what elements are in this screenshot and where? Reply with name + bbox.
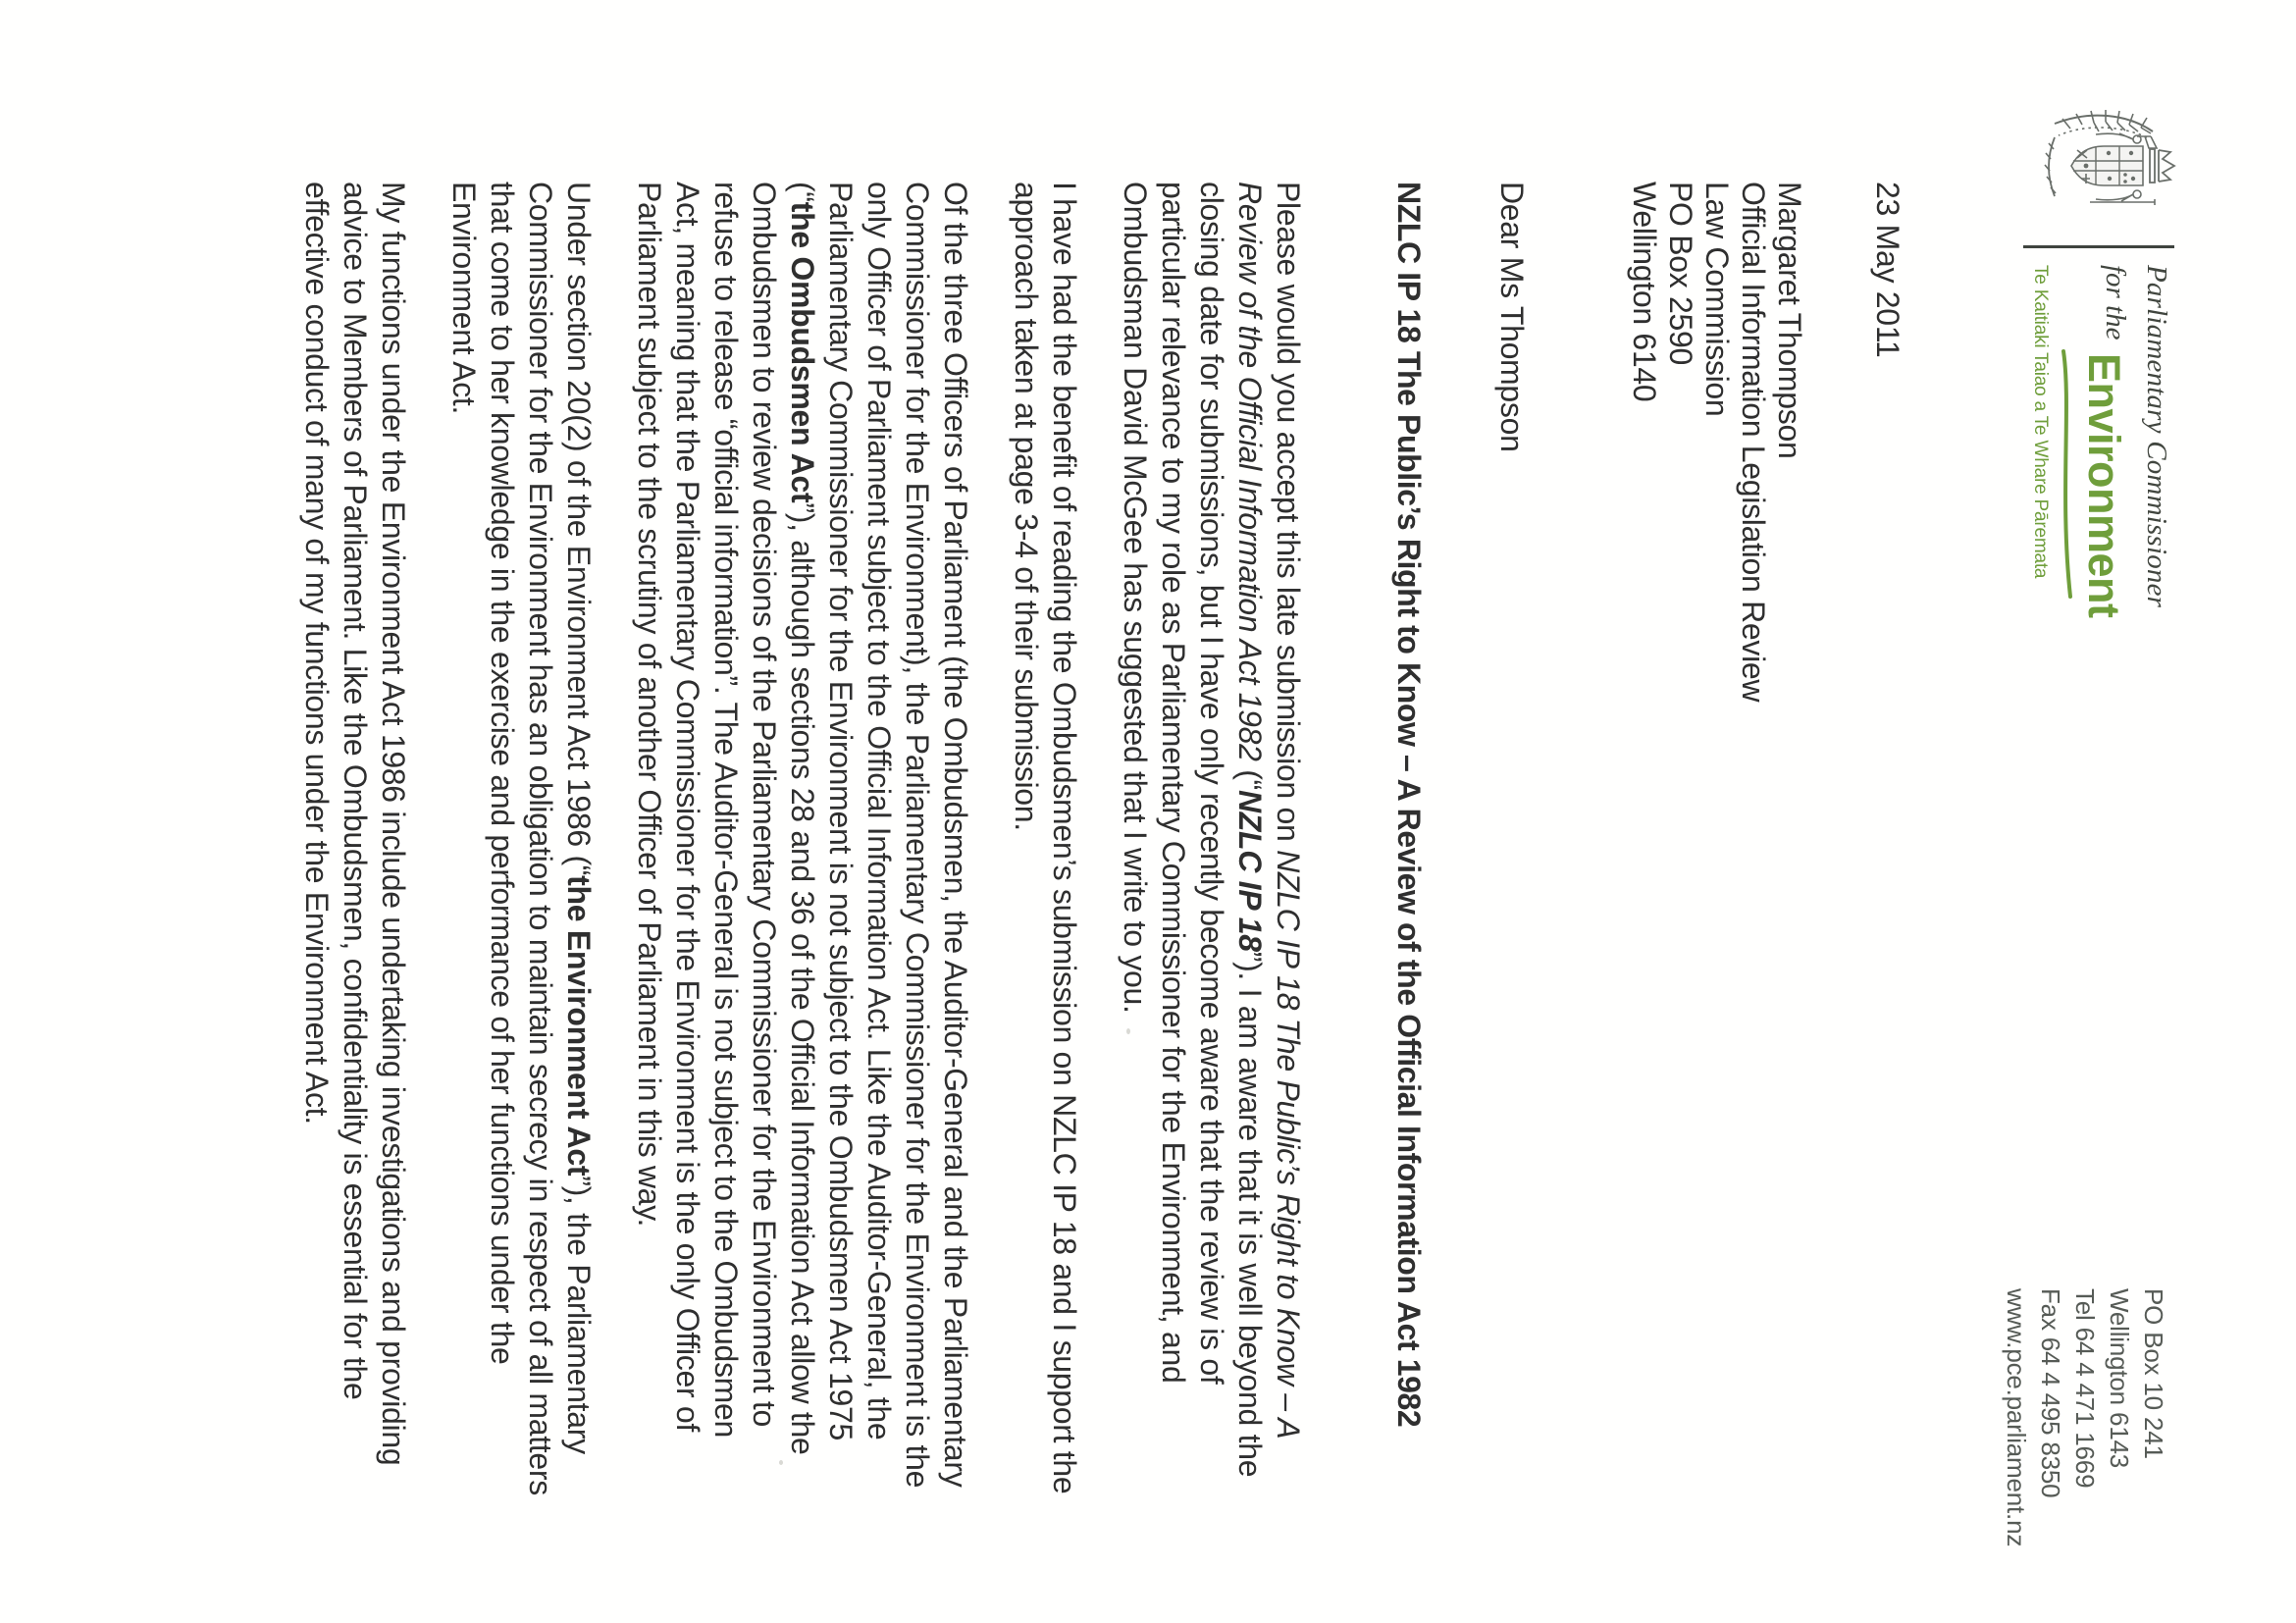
letterhead-maori-name: Te Kaitiaki Taiao a Te Whare Pāremata: [2030, 265, 2051, 579]
text-line: [1116, 182, 1154, 1623]
text-line: [821, 182, 860, 1623]
text-line: [745, 182, 783, 1623]
text-line: [1192, 182, 1230, 1623]
subject-line: NZLC IP 18 The Public’s Right to Know – A Review of the Official Information Act 1982: [1391, 182, 1427, 1428]
recipient-line: Official Information Legislation Review: [1736, 182, 1771, 703]
text-run: refuse to release “official information”. The Auditor-General is not subject to the Ombudsmen: [708, 182, 744, 1439]
recipient-line: Law Commission: [1699, 182, 1735, 417]
text-run: Parliamentary Commissioner for the Environment is not subject to the Ombudsmen Act 1975: [823, 182, 859, 1440]
text-line: [936, 182, 974, 1623]
text-run: I have had the benefit of reading the Ombudsmen’s submission on NZLC IP 18 and I support the: [1047, 182, 1082, 1494]
letterhead-wordmark: [2015, 265, 2172, 952]
text-run: NZLC IP 18 The Public’s Right to Know – A: [1271, 850, 1306, 1440]
text-run: Environment Act.: [446, 182, 482, 415]
text-run: Commissioner for the Environment has an obligation to maintain secrecy in respect of all matters: [523, 182, 558, 1495]
text-run: Act, meaning that the Parliamentary Commissioner for the Environment is the only Officer of: [670, 182, 705, 1433]
nz-coat-of-arms-icon: [2027, 104, 2180, 228]
contact-line: Wellington 6143: [2105, 1288, 2134, 1468]
recipient-line: Wellington 6140: [1627, 182, 1662, 402]
scan-speck: [1126, 1028, 1130, 1034]
text-run: closing date for submissions, but I have only recently become aware that the review is of: [1194, 182, 1229, 1385]
paragraph: [444, 182, 598, 1623]
text-line: [444, 182, 483, 1623]
text-line: [521, 182, 559, 1623]
text-line: [297, 182, 336, 1623]
green-swoosh-underline: [2059, 349, 2074, 601]
recipient-line: PO Box 2590: [1663, 182, 1698, 366]
text-line: [559, 182, 598, 1623]
text-line: [860, 182, 898, 1623]
text-run: Of the three Officers of Parliament (the Ombudsmen, the Auditor-General and the Parliamentary: [938, 182, 973, 1488]
text-line: [1045, 182, 1083, 1623]
letter-date: 23 May 2011: [1870, 182, 1905, 358]
text-run: Review of the Official Information Act 1982: [1232, 182, 1268, 761]
scan-speck: [779, 1460, 783, 1465]
text-run: (“: [1232, 760, 1268, 790]
text-run: Under section 20(2) of the Environment Act 1986 (“: [561, 182, 597, 876]
text-line: [1230, 182, 1269, 1623]
paragraph: [1116, 182, 1307, 1623]
text-run: My functions under the Environment Act 1986 include undertaking investigations and providing: [376, 182, 411, 1466]
text-run: (“: [785, 182, 820, 202]
contact-line: www.pce.parliament.nz: [2002, 1288, 2031, 1547]
text-run: NZLC IP 18: [1232, 789, 1268, 952]
text-run: Ombudsman David McGee has suggested that I write to you.: [1118, 182, 1153, 1014]
text-run: ”). I am aware that it is well beyond the: [1232, 951, 1268, 1478]
text-run: advice to Members of Parliament. Like the Ombudsmen, confidentiality is essential for the: [338, 182, 373, 1400]
contact-line: Fax 64 4 495 8350: [2036, 1288, 2065, 1498]
letterhead-contact: [1999, 1288, 2170, 1546]
salutation: Dear Ms Thompson: [1494, 182, 1530, 452]
text-run: Commissioner for the Environment), the Parliamentary Commissioner for the Environment is the: [900, 182, 935, 1489]
letterhead-divider: [2023, 245, 2174, 248]
text-line: [898, 182, 936, 1623]
text-run: particular relevance to my role as Parliamentary Commissioner for the Environment, and: [1156, 182, 1191, 1384]
text-run: Ombudsmen to review decisions of the Parliamentary Commissioner for the Environment to: [747, 182, 782, 1427]
text-line: [630, 182, 668, 1623]
text-line: [1154, 182, 1192, 1623]
text-run: ”), the Parliamentary: [561, 1176, 597, 1454]
text-line: [668, 182, 706, 1623]
paragraph: [1007, 182, 1083, 1623]
text-line: [706, 182, 745, 1623]
letter-body: [265, 182, 1307, 1623]
text-line: [483, 182, 521, 1623]
recipient-address: [1626, 182, 1807, 702]
text-run: the Ombudsmen Act: [785, 201, 820, 503]
text-line: [1007, 182, 1045, 1623]
text-line: [336, 182, 374, 1623]
contact-line: Tel 64 4 471 1669: [2070, 1288, 2100, 1489]
text-line: [783, 182, 821, 1623]
paragraph: [297, 182, 412, 1623]
contact-line: PO Box 10 241: [2139, 1288, 2168, 1459]
text-run: that come to her knowledge in the exercise and performance of her functions under the: [485, 182, 520, 1365]
text-run: only Officer of Parliament subject to the Official Information Act. Like the Auditor-General, the: [861, 182, 897, 1440]
text-run: Please would you accept this late submission on: [1271, 182, 1306, 851]
letterhead-org-line2: for the: [2100, 265, 2131, 340]
text-run: ”), although sections 28 and 36 of the Official Information Act allow the: [785, 502, 820, 1455]
text-run: the Environment Act: [561, 875, 597, 1177]
paragraph: [630, 182, 974, 1623]
text-line: [1269, 182, 1307, 1623]
letterhead-org-line1: Parliamentary Commissioner: [2141, 265, 2172, 608]
letterhead-org-name: Environment: [2079, 353, 2129, 618]
text-run: effective conduct of many of my functions under the Environment Act.: [299, 182, 335, 1125]
text-line: [374, 182, 412, 1623]
text-run: approach taken at page 3-4 of their submission.: [1009, 182, 1044, 831]
recipient-line: Margaret Thompson: [1772, 182, 1807, 459]
text-run: Parliament subject to the scrutiny of another Officer of Parliament in this way.: [632, 182, 667, 1228]
